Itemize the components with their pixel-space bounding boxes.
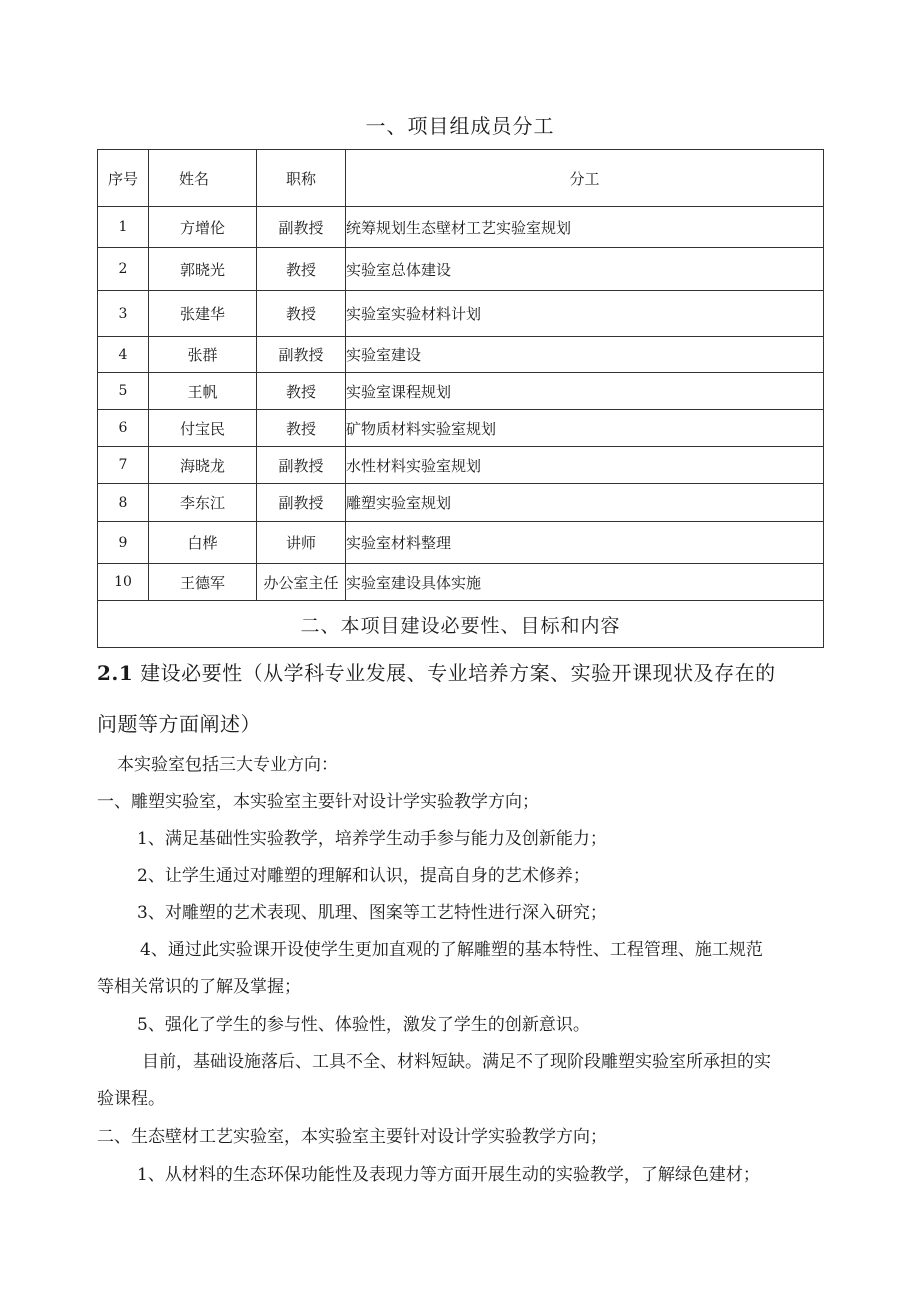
cell-name: 王德军 [149,564,257,601]
cell-division: 统筹规划生态壁材工艺实验室规划 [346,207,824,248]
direction-2-heading: 二、生态壁材工艺实验室，本实验室主要针对设计学实验教学方向； [97,1127,607,1147]
cell-name: 郭晓光 [149,248,257,291]
cell-name: 海晓龙 [149,447,257,484]
list-item: 1、从材料的生态环保功能性及表现力等方面开展生动的实验教学，了解绿色建材； [137,1165,760,1185]
cell-division: 实验室课程规划 [346,373,824,410]
table-row [98,484,824,522]
subsection-heading-line1: 建设必要性（从学科专业发展、专业培养方案、实验开课现状及存在的 [140,661,776,685]
cell-no: 10 [98,564,149,601]
direction-1-heading: 一、雕塑实验室，本实验室主要针对设计学实验教学方向； [97,792,539,812]
list-item: 4、通过此实验课开设使学生更加直观的了解雕塑的基本特性、工程管理、施工规范 [140,940,763,960]
header-title: 职称 [257,150,346,207]
cell-title: 教授 [257,291,346,337]
current-status-paragraph: 目前，基础设施落后、工具不全、材料短缺。满足不了现阶段雕塑实验室所承担的实 [142,1052,771,1072]
cell-division: 实验室材料整理 [346,522,824,564]
cell-division: 水性材料实验室规划 [346,447,824,484]
table-row [98,373,824,410]
cell-no: 4 [98,337,149,373]
section1-title: 一、项目组成员分工 [365,114,555,138]
subsection-heading [97,657,776,686]
section2-row [98,601,824,648]
subsection-number: 2.1 [97,661,134,685]
list-item: 1、满足基础性实验教学，培养学生动手参与能力及创新能力； [137,829,607,849]
cell-division: 矿物质材料实验室规划 [346,410,824,447]
cell-name: 白桦 [149,522,257,564]
cell-no: 8 [98,484,149,522]
cell-division: 雕塑实验室规划 [346,484,824,522]
cell-no: 2 [98,248,149,291]
cell-division: 实验室建设 [346,337,824,373]
cell-no: 3 [98,291,149,337]
cell-no: 1 [98,207,149,248]
list-item-continuation: 等相关常识的了解及掌握； [97,977,301,997]
cell-name: 张群 [149,337,257,373]
table-row [98,291,824,337]
cell-no: 7 [98,447,149,484]
cell-name: 方增伦 [149,207,257,248]
header-name: 姓名 [149,150,257,207]
cell-title: 教授 [257,373,346,410]
list-item: 3、对雕塑的艺术表现、肌理、图案等工艺特性进行深入研究； [137,903,607,923]
cell-title: 教授 [257,410,346,447]
table-row [98,248,824,291]
table-row [98,522,824,564]
table-row [98,447,824,484]
cell-division: 实验室实验材料计划 [346,291,824,337]
cell-title: 副教授 [257,207,346,248]
cell-title: 副教授 [257,484,346,522]
cell-no: 6 [98,410,149,447]
section2-title: 二、本项目建设必要性、目标和内容 [98,601,824,648]
cell-title: 副教授 [257,337,346,373]
cell-name: 王帆 [149,373,257,410]
cell-title: 办公室主任 [257,564,346,601]
member-table [97,149,824,648]
cell-name: 张建华 [149,291,257,337]
list-item: 5、强化了学生的参与性、体验性，激发了学生的创新意识。 [137,1015,590,1035]
table-row [98,207,824,248]
list-item: 2、让学生通过对雕塑的理解和认识，提高自身的艺术修养； [137,866,590,886]
header-no: 序号 [98,150,149,207]
intro-paragraph: 本实验室包括三大专业方向： [117,755,338,775]
cell-division: 实验室总体建设 [346,248,824,291]
cell-title: 教授 [257,248,346,291]
subsection-heading-line2: 问题等方面阐述） [97,712,261,736]
cell-no: 5 [98,373,149,410]
table-row [98,410,824,447]
header-division: 分工 [346,150,824,207]
table-row [98,337,824,373]
cell-division: 实验室建设具体实施 [346,564,824,601]
cell-title: 讲师 [257,522,346,564]
cell-name: 李东江 [149,484,257,522]
cell-name: 付宝民 [149,410,257,447]
cell-no: 9 [98,522,149,564]
current-status-continuation: 验课程。 [97,1089,165,1109]
cell-title: 副教授 [257,447,346,484]
table-row [98,564,824,601]
table-header-row [98,150,824,207]
